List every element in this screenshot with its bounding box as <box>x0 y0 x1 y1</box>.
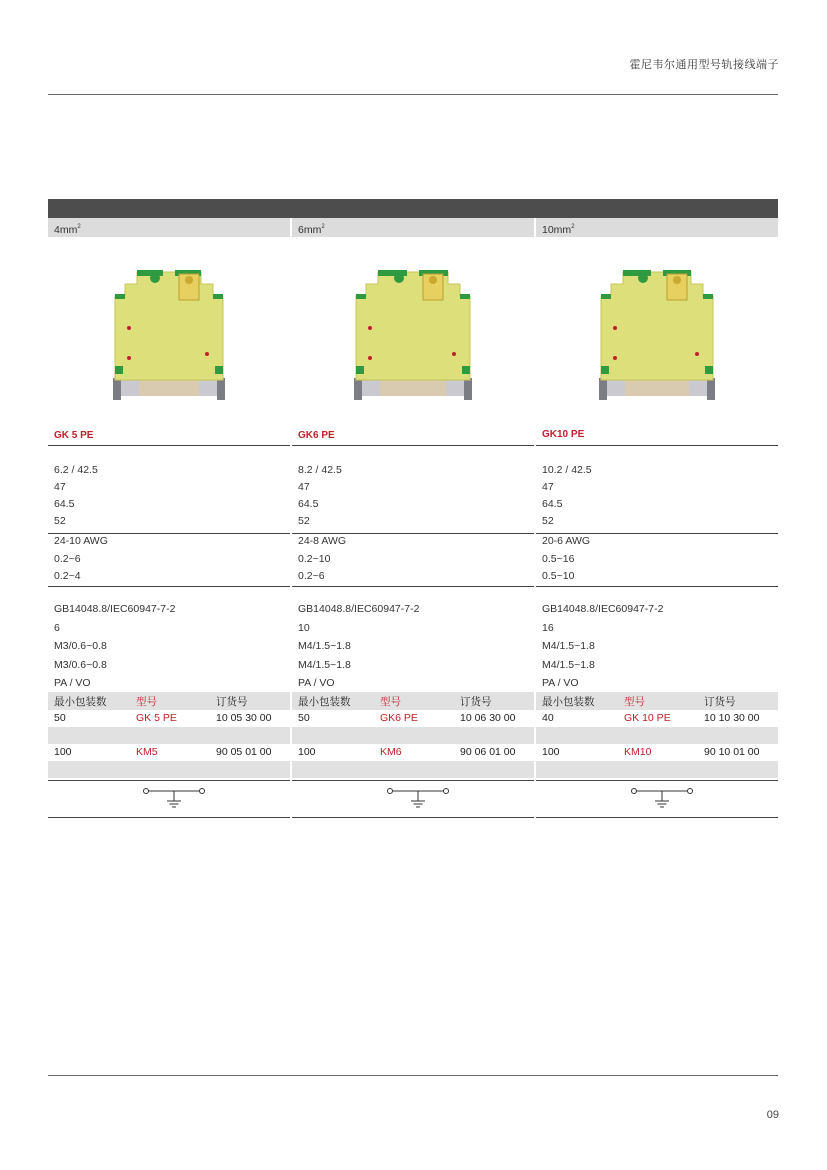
grey-spacer-row <box>48 761 290 778</box>
dimension-value: 52 <box>298 515 310 527</box>
product-column-10mm <box>536 218 778 758</box>
header-order-no: 订货号 <box>460 696 492 708</box>
row-model: GK6 PE <box>380 712 418 724</box>
wire-spec-value: 0.2~6 <box>298 570 325 582</box>
schematic-symbol <box>536 783 778 819</box>
spec-value: PA / VO <box>542 677 579 689</box>
grey-spacer-row <box>292 727 534 744</box>
schematic-symbol <box>292 783 534 819</box>
min-pack-qty: 100 <box>542 746 560 758</box>
model-name: GK 5 PE <box>54 430 94 441</box>
divider <box>536 817 778 818</box>
ground-terminal-symbol-icon <box>536 783 778 819</box>
ground-terminal-symbol-icon <box>292 783 534 819</box>
header-min-pack: 最小包装数 <box>298 696 351 708</box>
divider <box>48 533 290 534</box>
min-pack-qty: 50 <box>298 712 310 724</box>
ordering-header-row <box>292 692 534 710</box>
ordering-row <box>48 744 290 762</box>
ground-terminal-symbol-icon <box>48 783 290 819</box>
min-pack-qty: 100 <box>54 746 72 758</box>
size-value: 6mm <box>298 224 322 236</box>
model-name: GK6 PE <box>298 430 335 441</box>
dimension-value: 47 <box>542 481 554 493</box>
dimension-value: 8.2 / 42.5 <box>298 464 342 476</box>
size-unit-superscript: 2 <box>77 224 81 230</box>
divider <box>292 817 534 818</box>
product-image <box>536 248 778 418</box>
header-order-no: 订货号 <box>216 696 248 708</box>
dimension-value: 52 <box>54 515 66 527</box>
dimension-value: 52 <box>542 515 554 527</box>
ordering-header-row <box>48 692 290 710</box>
grey-spacer-row <box>536 727 778 744</box>
wire-spec-value: 24-8 AWG <box>298 535 347 547</box>
ordering-row <box>48 710 290 728</box>
spec-value: 6 <box>54 621 60 634</box>
ordering-row <box>536 710 778 728</box>
row-model: KM6 <box>380 746 402 758</box>
header-model: 型号 <box>380 696 401 708</box>
wire-spec-value: 0.5~16 <box>542 552 575 565</box>
row-model: GK 10 PE <box>624 712 671 724</box>
order-number: 10 10 30 00 <box>704 712 760 724</box>
footer-rule <box>48 1075 778 1076</box>
header-min-pack: 最小包装数 <box>54 696 107 708</box>
size-value: 10mm <box>542 224 572 236</box>
grey-spacer-row <box>292 761 534 778</box>
table-title-bar <box>48 199 778 218</box>
divider <box>48 445 290 446</box>
wire-spec-value: 0.2~4 <box>54 570 81 582</box>
header-order-no: 订货号 <box>704 696 736 708</box>
ordering-header-row <box>536 692 778 710</box>
divider <box>48 586 290 587</box>
ordering-row <box>536 744 778 762</box>
spec-value: 16 <box>542 621 554 634</box>
divider <box>292 586 534 587</box>
header-model: 型号 <box>136 696 157 708</box>
conductor-size-label <box>536 218 778 237</box>
wire-spec-value: 0.2~6 <box>54 552 81 565</box>
terminal-block-photo <box>48 248 290 418</box>
ordering-row <box>292 744 534 762</box>
terminal-block-photo <box>536 248 778 418</box>
wire-spec-value: 20-6 AWG <box>542 535 591 547</box>
spec-value: M3/0.6~0.8 <box>54 658 107 671</box>
ordering-row <box>292 710 534 728</box>
order-number: 90 06 01 00 <box>460 746 516 758</box>
divider <box>292 780 534 781</box>
min-pack-qty: 50 <box>54 712 66 724</box>
spec-value: PA / VO <box>54 677 91 689</box>
header-rule <box>48 94 778 95</box>
divider <box>292 533 534 534</box>
header-min-pack: 最小包装数 <box>542 696 595 708</box>
divider <box>292 445 534 446</box>
divider <box>48 817 290 818</box>
spec-value: PA / VO <box>298 677 335 689</box>
spec-value: M4/1.5~1.8 <box>542 640 595 652</box>
row-model: KM10 <box>624 746 652 758</box>
spec-value: M3/0.6~0.8 <box>54 640 107 652</box>
row-model: KM5 <box>136 746 158 758</box>
product-image <box>292 248 534 418</box>
spec-value: GB14048.8/IEC60947-7-2 <box>298 603 420 615</box>
order-number: 10 05 30 00 <box>216 712 272 724</box>
dimension-value: 47 <box>298 481 310 493</box>
spec-value: M4/1.5~1.8 <box>542 658 595 671</box>
page-number: 09 <box>766 1109 779 1121</box>
terminal-block-photo <box>292 248 534 418</box>
dimension-value: 64.5 <box>298 498 319 510</box>
dimension-value: 6.2 / 42.5 <box>54 464 98 476</box>
divider <box>536 586 778 587</box>
page-header-title: 霍尼韦尔通用型号轨接线端子 <box>629 59 779 71</box>
min-pack-qty: 40 <box>542 712 554 724</box>
conductor-size-label <box>292 218 534 237</box>
row-model: GK 5 PE <box>136 712 177 724</box>
header-model: 型号 <box>624 696 645 708</box>
size-unit-superscript: 2 <box>321 224 325 230</box>
size-unit-superscript: 2 <box>571 224 575 230</box>
product-column-6mm <box>292 218 534 758</box>
size-value: 4mm <box>54 224 78 236</box>
conductor-size-label <box>48 218 290 237</box>
divider <box>536 780 778 781</box>
dimension-value: 64.5 <box>542 498 563 510</box>
divider <box>536 445 778 446</box>
product-image <box>48 248 290 418</box>
dimension-value: 47 <box>54 481 66 493</box>
spec-value: M4/1.5~1.8 <box>298 640 351 652</box>
spec-value: M4/1.5~1.8 <box>298 658 351 671</box>
schematic-symbol <box>48 783 290 819</box>
divider <box>536 533 778 534</box>
spec-value: GB14048.8/IEC60947-7-2 <box>54 603 176 615</box>
model-name: GK10 PE <box>542 429 585 440</box>
spec-value: 10 <box>298 621 310 634</box>
spec-value: GB14048.8/IEC60947-7-2 <box>542 603 664 615</box>
wire-spec-value: 0.5~10 <box>542 570 575 582</box>
divider <box>48 780 290 781</box>
wire-spec-value: 0.2~10 <box>298 552 331 565</box>
dimension-value: 10.2 / 42.5 <box>542 464 592 476</box>
min-pack-qty: 100 <box>298 746 316 758</box>
order-number: 90 05 01 00 <box>216 746 272 758</box>
product-column-4mm <box>48 218 290 758</box>
grey-spacer-row <box>48 727 290 744</box>
order-number: 10 06 30 00 <box>460 712 516 724</box>
grey-spacer-row <box>536 761 778 778</box>
wire-spec-value: 24-10 AWG <box>54 535 108 547</box>
order-number: 90 10 01 00 <box>704 746 760 758</box>
dimension-value: 64.5 <box>54 498 75 510</box>
